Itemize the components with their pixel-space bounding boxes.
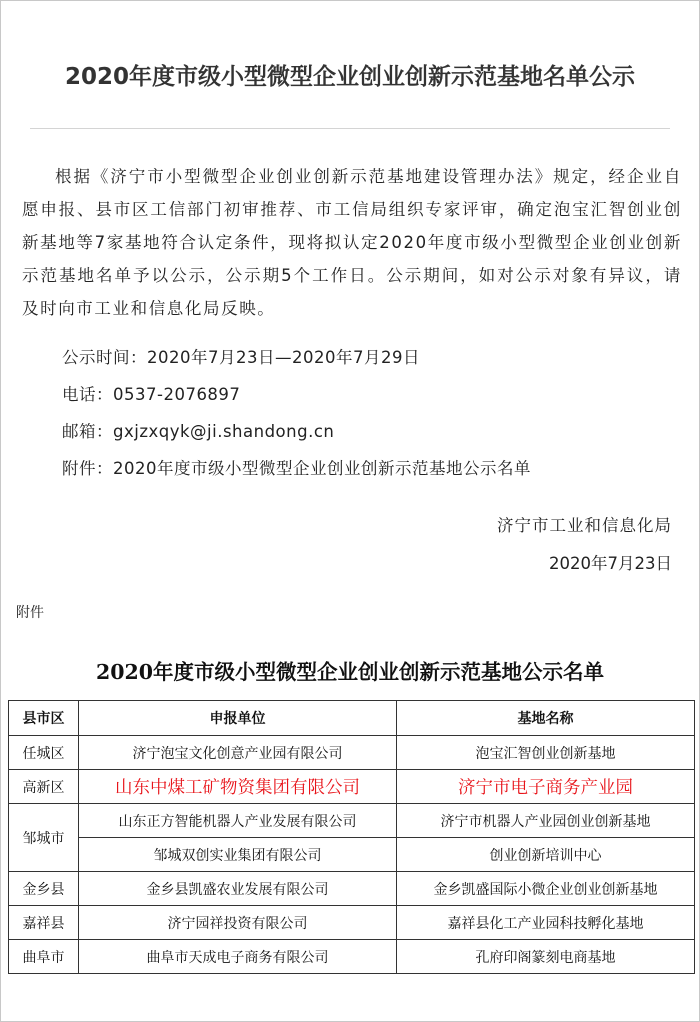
table-row (9, 940, 695, 974)
table-row (9, 906, 695, 940)
attachment-label: 附件 (16, 605, 44, 621)
header-district: 县市区 (9, 701, 79, 736)
notice-period: 公示时间：2020年7月23日—2020年7月29日 (62, 348, 420, 367)
table-row (9, 838, 695, 872)
cell-unit: 济宁园祥投资有限公司 (79, 906, 397, 940)
table-row (9, 804, 695, 838)
cell-base: 金乡凯盛国际小微企业创业创新基地 (397, 872, 695, 906)
table-row (9, 872, 695, 906)
cell-base-highlighted: 济宁市电子商务产业园 (397, 770, 695, 804)
cell-base: 泡宝汇智创业创新基地 (397, 736, 695, 770)
cell-unit: 曲阜市天成电子商务有限公司 (79, 940, 397, 974)
cell-unit: 济宁泡宝文化创意产业园有限公司 (79, 736, 397, 770)
signature-org: 济宁市工业和信息化局 (497, 516, 672, 535)
table-title: 2020年度市级小型微型企业创业创新示范基地公示名单 (95, 660, 605, 684)
cell-base: 嘉祥县化工产业园科技孵化基地 (397, 906, 695, 940)
cell-district: 邹城市 (9, 804, 79, 872)
title-divider (30, 128, 670, 129)
contact-phone: 电话：0537-2076897 (62, 385, 241, 404)
table-row (9, 736, 695, 770)
cell-unit: 山东正方智能机器人产业发展有限公司 (79, 804, 397, 838)
cell-district: 曲阜市 (9, 940, 79, 974)
base-list-table (8, 700, 695, 974)
cell-unit: 邹城双创实业集团有限公司 (79, 838, 397, 872)
attachment-reference: 附件：2020年度市级小型微型企业创业创新示范基地公示名单 (62, 459, 531, 478)
table-row (9, 770, 695, 804)
signature-date: 2020年7月23日 (549, 554, 672, 573)
cell-district: 任城区 (9, 736, 79, 770)
cell-unit: 金乡县凯盛农业发展有限公司 (79, 872, 397, 906)
header-base: 基地名称 (397, 701, 695, 736)
notice-paragraph: 根据《济宁市小型微型企业创业创新示范基地建设管理办法》规定，经企业自愿申报、县市区工信部门初审推荐、市工信局组织专家评审，确定泡宝汇智创业创新基地等7家基地符合认定条件，现将拟认定2020年度市级小型微型企业创业创新示范基地名单予以公示，公示期5个工作日。公示期间，如对公示对象有异议，请及时向市工业和信息化局反映。 (22, 167, 682, 318)
page-title: 2020年度市级小型微型企业创业创新示范基地名单公示 (64, 64, 635, 90)
cell-district: 高新区 (9, 770, 79, 804)
header-unit: 申报单位 (79, 701, 397, 736)
cell-base: 孔府印阁篆刻电商基地 (397, 940, 695, 974)
contact-email: 邮箱：gxjzxqyk@ji.shandong.cn (62, 422, 335, 441)
cell-base: 创业创新培训中心 (397, 838, 695, 872)
cell-district: 嘉祥县 (9, 906, 79, 940)
table-header-row (9, 701, 695, 736)
cell-district: 金乡县 (9, 872, 79, 906)
cell-unit-highlighted: 山东中煤工矿物资集团有限公司 (79, 770, 397, 804)
cell-base: 济宁市机器人产业园创业创新基地 (397, 804, 695, 838)
